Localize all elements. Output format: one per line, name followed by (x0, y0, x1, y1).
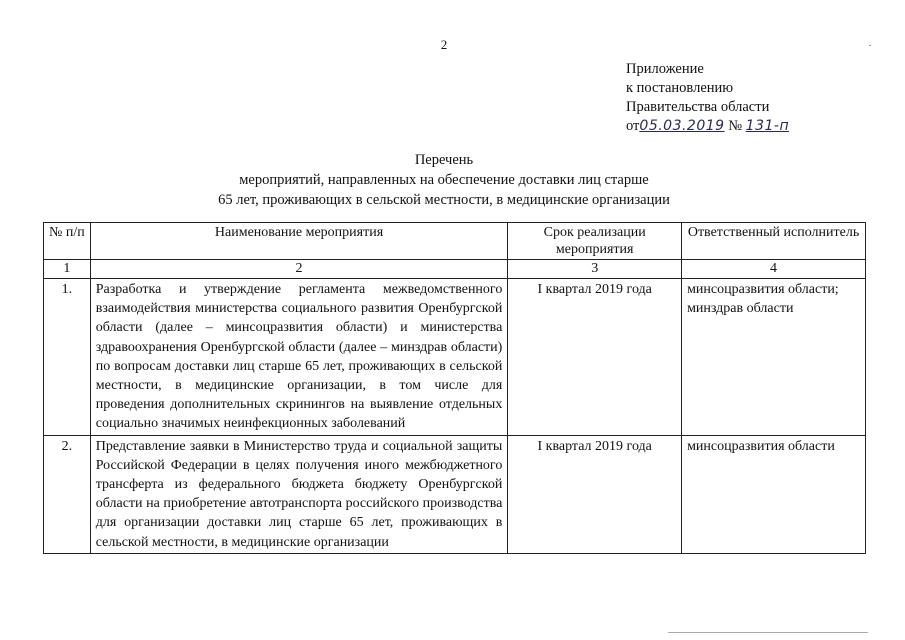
header-term: Срок реализации мероприятия (508, 223, 682, 260)
page-number: 2 (440, 37, 448, 52)
appendix-date-line (626, 117, 789, 136)
scan-edge-line (668, 632, 868, 633)
title-line-2: мероприятий, направленных на обеспечение доставки лиц старше (239, 172, 649, 188)
row-responsible: минсоцразвития области; минздрав области (682, 279, 866, 436)
row-measure: Представление заявки в Министерство труда и социальной защиты Российской Федерации в целях получения иного межбюджетного трансферта из федерального бюджета бюджету Оренбургской области на приобретение автотранспорта российского производства для организации доставки лиц старше 65 лет, проживающих в сельской местности, в медицинские организации (90, 435, 508, 553)
title-line-3: 65 лет, проживающих в сельской местности, в медицинские организации (218, 192, 670, 208)
header-num: № п/п (44, 223, 91, 260)
appendix-block (626, 60, 789, 136)
appendix-line-3: Правительства области (626, 99, 770, 115)
row-responsible: минсоцразвития области (682, 435, 866, 553)
appendix-line-2: к постановлению (626, 80, 734, 96)
scan-speck: · (868, 38, 872, 52)
row-term: I квартал 2019 года (508, 279, 682, 436)
column-index-row (44, 260, 866, 279)
row-number: 1. (44, 279, 91, 436)
row-measure: Разработка и утверждение регламента межведомственного взаимодействия министерства социального развития Оренбургской области (далее – минсоцразвития области) и министерства здравоохранения Оренбургской области (далее – минздрав области) по вопросам доставки лиц старше 65 лет, проживающих в сельской местности, в медицинские организации, в том числе для проведения дополнительных скринингов на выявление отдельных социально значимых неинфекционных заболеваний (90, 279, 508, 436)
index-cell: 2 (90, 260, 508, 279)
table-row (44, 279, 866, 436)
document-title (0, 150, 888, 210)
table-row (44, 435, 866, 553)
index-cell: 1 (44, 260, 91, 279)
title-line-1: Перечень (414, 152, 474, 168)
index-cell: 4 (682, 260, 866, 279)
row-number: 2. (44, 435, 91, 553)
number-label: № (728, 118, 743, 134)
index-cell: 3 (508, 260, 682, 279)
header-name: Наименование мероприятия (90, 223, 508, 260)
handwritten-number: 131-п (745, 118, 790, 134)
handwritten-date: 05.03.2019 (639, 118, 725, 134)
table-header-row (44, 223, 866, 260)
row-term: I квартал 2019 года (508, 435, 682, 553)
header-responsible: Ответственный исполнитель (682, 223, 866, 260)
measures-table (43, 222, 866, 554)
from-prefix: от (626, 118, 640, 134)
appendix-line-1: Приложение (626, 61, 704, 77)
